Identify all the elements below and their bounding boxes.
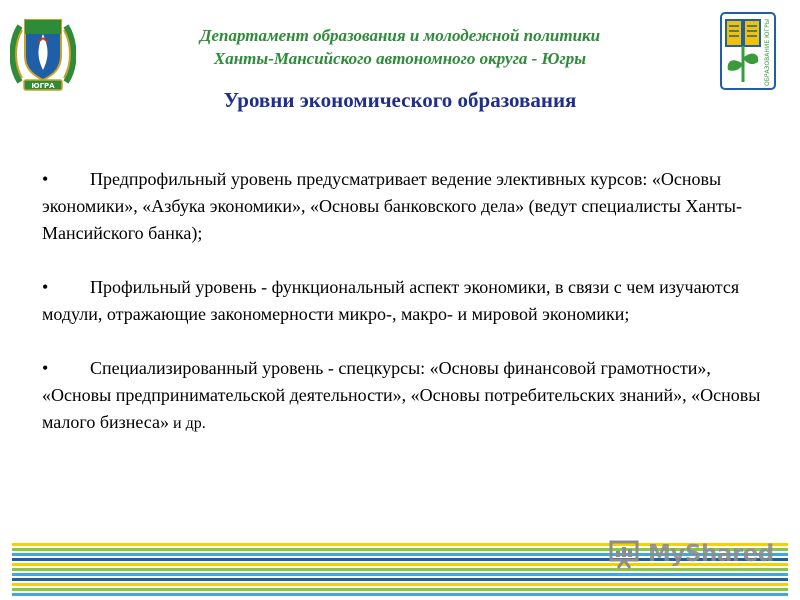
svg-text:ОБРАЗОВАНИЕ ЮГРЫ: ОБРАЗОВАНИЕ ЮГРЫ (764, 18, 771, 86)
bullet-icon (42, 355, 90, 382)
svg-text:ЮГРА: ЮГРА (31, 82, 55, 90)
stripe (12, 593, 788, 596)
bullet-item-profile (42, 274, 764, 328)
department-name: Департамент образования и молодежной политики (199, 26, 601, 45)
bullet-text: Специализированный уровень - спецкурсы: «Основы финансовой грамотности», «Основы предпринимательской деятельности», «Основы потребительских знаний», «Основы малого бизнеса» (42, 358, 761, 432)
stripe (12, 578, 788, 581)
bullet-list (42, 166, 764, 464)
myshared-watermark (608, 536, 774, 572)
header (90, 24, 710, 70)
bullet-item-specialized (42, 355, 764, 437)
presentation-icon (608, 539, 642, 569)
stripe (12, 583, 788, 586)
watermark-text: MyShared (648, 541, 774, 567)
bullet-suffix: и др. (169, 415, 206, 432)
bullet-text: Предпрофильный уровень предусматривает ведение элективных курсов: «Основы экономики», «Азбука экономики», «Основы банковского дела» (ведут специалисты Ханты-Мансийского банка); (42, 169, 742, 243)
coat-of-arms-icon (10, 12, 76, 94)
bullet-text: Профильный уровень - функциональный аспект экономики, в связи с чем изучаются модули, отражающие закономерности микро-, макро- и мировой экономики; (42, 277, 740, 324)
stripe (12, 573, 788, 576)
bullet-item-preprofile (42, 166, 764, 247)
stripe (12, 588, 788, 591)
region-name: Ханты-Мансийского автономного округа - Югры (213, 49, 587, 68)
bullet-icon (42, 166, 90, 193)
page-title: Уровни экономического образования (223, 88, 577, 112)
bullet-icon (42, 274, 90, 301)
education-logo-icon (720, 12, 776, 90)
